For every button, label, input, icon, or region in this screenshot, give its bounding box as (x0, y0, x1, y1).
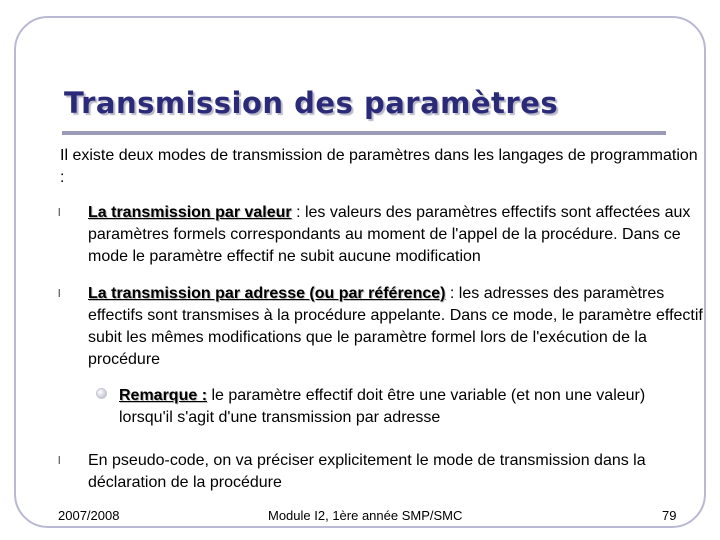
bullet-marker: l (58, 207, 61, 219)
bullet-item-by-value (88, 202, 708, 268)
sub-bullet-icon (96, 388, 107, 399)
bullet-text: : les valeurs des paramètres effectifs sont affectées aux paramètres formels correspondants au moment de l'appel de la procédure. Dans ce mode le paramètre effectif ne subit aucune modification (88, 204, 691, 265)
remark-item (119, 385, 679, 429)
bullet-marker: l (58, 455, 61, 467)
slide-title: Transmission des paramètres (64, 86, 559, 120)
intro-paragraph: Il existe deux modes de transmission de paramètres dans les langages de programmation : (60, 147, 698, 186)
bullet-marker: l (58, 288, 61, 300)
footer-page-number: 79 (662, 508, 677, 523)
bullet-item-by-reference (88, 283, 708, 371)
title-underline (62, 131, 666, 135)
footer-date: 2007/2008 (58, 508, 120, 523)
bullet-text: : les adresses des paramètres effectifs sont transmises à la procédure appelante. Dans ce mode, le paramètre effectif subit les mêmes modifications que le paramètre formel lors de l'exécution de la procédure (88, 285, 703, 368)
remark-text: le paramètre effectif doit être une variable (et non une valeur) lorsqu'il s'agit d'une transmission par adresse (119, 387, 646, 426)
remark-term: Remarque : (119, 387, 208, 404)
bullet-item-pseudocode: En pseudo-code, on va préciser explicitement le mode de transmission dans la déclaration de la procédure (88, 452, 646, 491)
term-by-reference: La transmission par adresse (ou par référence) (88, 285, 446, 302)
footer-module: Module I2, 1ère année SMP/SMC (268, 508, 463, 523)
term-by-value: La transmission par valeur (88, 204, 292, 221)
